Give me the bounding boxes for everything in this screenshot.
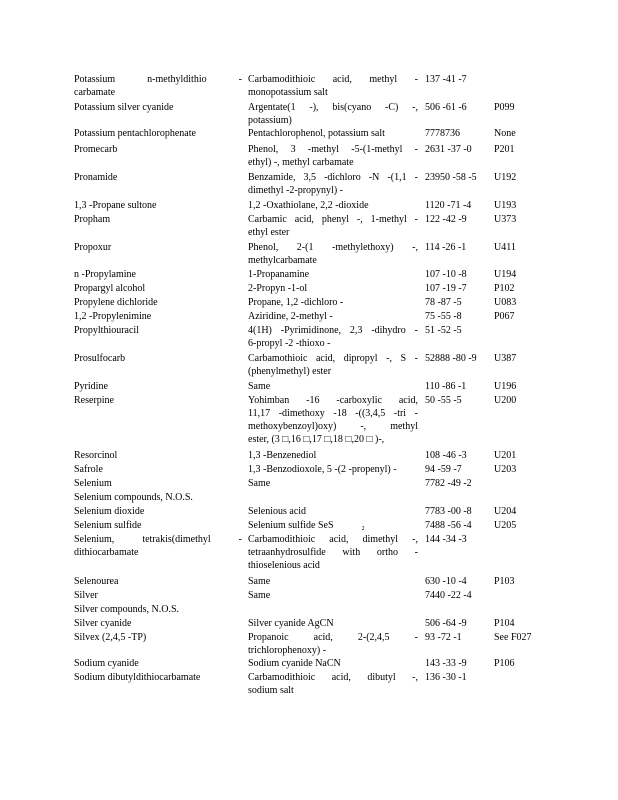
waste-number-line [494,589,554,602]
cas-number-line: 7783 -00 -8 [425,506,472,517]
cas-number-cell [425,241,491,254]
waste-number-cell [494,143,554,156]
waste-number-cell [494,127,554,140]
waste-number-line: U083 [494,297,517,308]
cas-number-cell [425,282,491,295]
chemical-abstracts-name-line: 1,3 -Benzodioxole, 5 -(2 -propenyl) - [248,464,397,475]
waste-number-cell [494,171,554,184]
waste-number-cell [494,241,554,254]
waste-number-line: P201 [494,144,515,155]
cas-number-cell [425,603,491,616]
chemical-abstracts-name-line: Carbamothioic acid, dipropyl -, S - [248,353,418,364]
cas-number-line: 114 -26 -1 [425,242,467,253]
cas-number-line [425,603,491,616]
common-name-cell [74,533,242,559]
cas-number-cell [425,519,491,532]
cas-number-cell [425,533,491,546]
cas-number-cell [425,73,491,86]
chemical-abstracts-name-line: thioselenious acid [248,560,320,571]
waste-number-line [494,491,554,504]
cas-number-line: 143 -33 -9 [425,658,467,669]
common-name-cell [74,477,242,490]
common-name-cell [74,589,242,602]
cas-number-line: 506 -64 -9 [425,618,467,629]
common-name-line: Selenium, tetrakis(dimethyl - [74,534,242,545]
common-name-cell [74,199,242,212]
waste-number-line: P103 [494,576,515,587]
common-name-cell [74,519,242,532]
waste-number-line: P102 [494,283,515,294]
chemical-abstracts-name-cell [248,310,418,323]
chemical-abstracts-name-cell [248,519,418,532]
chemical-abstracts-name-line: 4(1H) -Pyrimidinone, 2,3 -dihydro - [248,325,418,336]
chemical-abstracts-name-cell [248,617,418,630]
waste-number-line [494,477,554,490]
cas-number-line: 107 -10 -8 [425,269,467,280]
common-name-line: Selenium [74,478,112,489]
cas-number-line: 506 -61 -6 [425,102,467,113]
waste-number-cell [494,505,554,518]
cas-number-cell [425,631,491,644]
common-name-cell [74,505,242,518]
waste-number-cell [494,213,554,226]
cas-number-cell [425,213,491,226]
common-name-line: Silver cyanide [74,618,132,629]
chemical-abstracts-name-cell [248,449,418,462]
subscript: 2 [361,526,365,532]
common-name-cell [74,617,242,630]
chemical-abstracts-name-line: methylcarbamate [248,255,317,266]
chemical-abstracts-name-line: Propane, 1,2 -dichloro - [248,297,344,308]
cas-number-line: 51 -52 -5 [425,325,462,336]
waste-number-line: See F027 [494,632,532,643]
chemical-abstracts-name-cell [248,101,418,127]
waste-number-cell [494,657,554,670]
chemical-abstracts-name-cell [248,73,418,99]
common-name-line: Propargyl alcohol [74,283,146,294]
chemical-abstracts-name-line: Phenol, 2-(1 -methylethoxy) -, [248,242,418,253]
common-name-cell [74,491,242,504]
waste-number-cell [494,199,554,212]
common-name-line: Propylthiouracil [74,325,139,336]
common-name-line: Safrole [74,464,103,475]
chemical-abstracts-name-line: Argentate(1 -), bis(cyano -C) -, [248,102,418,113]
waste-number-cell [494,463,554,476]
chemical-abstracts-name-line: ethyl) -, methyl carbamate [248,157,354,168]
common-name-cell [74,268,242,281]
common-name-cell [74,603,242,616]
waste-number-line: None [494,128,516,139]
common-name-line: dithiocarbamate [74,547,139,558]
common-name-line: Pronamide [74,172,118,183]
cas-number-line: 7488 -56 -4 [425,520,472,531]
common-name-cell [74,127,242,140]
waste-number-line: U200 [494,395,517,406]
chemical-abstracts-name-cell [248,631,418,657]
common-name-line: Silver compounds, N.O.S. [74,604,179,615]
waste-number-cell [494,282,554,295]
chemical-abstracts-name-cell [248,477,418,490]
waste-number-cell [494,631,554,644]
cas-number-cell [425,324,491,337]
common-name-cell [74,73,242,99]
chemical-abstracts-name-line: 1,3 -Benzenediol [248,450,317,461]
waste-number-cell [494,324,554,337]
chemical-abstracts-name-cell [248,603,418,616]
cas-number-line: 108 -46 -3 [425,450,467,461]
waste-number-line [494,533,554,546]
chemical-abstracts-name-cell [248,324,418,350]
chemical-abstracts-name-line: Same [248,381,271,392]
waste-number-line: P104 [494,618,515,629]
cas-number-line: 2631 -37 -0 [425,144,472,155]
waste-number-cell [494,449,554,462]
cas-number-cell [425,352,491,365]
cas-number-line: 7440 -22 -4 [425,590,472,601]
chemical-abstracts-name-cell [248,505,418,518]
common-name-cell [74,575,242,588]
common-name-cell [74,631,242,644]
cas-number-cell [425,380,491,393]
cas-number-cell [425,477,491,490]
common-name-cell [74,671,242,684]
chemical-abstracts-name-line: ester, (3 □,16 □,17 □,18 □,20 □ )-, [248,434,385,445]
waste-number-line: U411 [494,242,516,253]
cas-number-cell [425,449,491,462]
cas-number-line: 7778736 [425,128,460,139]
waste-number-line [494,603,554,616]
cas-number-cell [425,575,491,588]
waste-number-cell [494,268,554,281]
chemical-abstracts-name-line: Pentachlorophenol, potassium salt [248,128,385,139]
waste-number-cell [494,589,554,602]
cas-number-cell [425,491,491,504]
chemical-abstracts-name-line: Carbamodithioic acid, dimethyl -, [248,534,418,545]
common-name-cell [74,449,242,462]
chemical-abstracts-name-cell [248,171,418,197]
chemical-abstracts-name-line [248,603,418,616]
common-name-line: Resorcinol [74,450,118,461]
waste-number-line: U192 [494,172,517,183]
common-name-line: Propham [74,214,111,225]
cas-number-line: 144 -34 -3 [425,534,467,545]
chemical-abstracts-name-cell [248,394,418,446]
chemical-abstracts-name-line: Selenium sulfide SeS $_2$ [248,520,365,532]
waste-number-line: P099 [494,102,515,113]
cas-number-line [425,491,491,504]
common-name-cell [74,282,242,295]
waste-number-cell [494,101,554,114]
common-name-line: Promecarb [74,144,118,155]
cas-number-cell [425,617,491,630]
waste-number-line: P067 [494,311,515,322]
waste-number-cell [494,519,554,532]
chemical-abstracts-name-line: monopotassium salt [248,87,328,98]
chemical-abstracts-name-line: Same [248,576,271,587]
common-name-cell [74,352,242,365]
chemical-abstracts-name-line: Carbamodithioic acid, dibutyl -, [248,672,418,683]
cas-number-line: 50 -55 -5 [425,395,462,406]
common-name-line: Reserpine [74,395,114,406]
chemical-abstracts-name-cell [248,533,418,572]
chemical-abstracts-name-line: Sodium cyanide NaCN [248,658,341,669]
common-name-line: Potassium pentachlorophenate [74,128,196,139]
common-name-line: Selenium compounds, N.O.S. [74,492,193,503]
cas-number-line: 110 -86 -1 [425,381,467,392]
common-name-line: Silvex (2,4,5 -TP) [74,632,147,643]
cas-number-cell [425,310,491,323]
waste-number-cell [494,671,554,684]
cas-number-line: 122 -42 -9 [425,214,467,225]
common-name-line: Propoxur [74,242,112,253]
chemical-abstracts-name-line: tetraanhydrosulfide with ortho - [248,547,418,558]
common-name-line: 1,2 -Propylenimine [74,311,152,322]
chemical-abstracts-name-line: 1,2 -Oxathiolane, 2,2 -dioxide [248,200,369,211]
common-name-line: Selenium dioxide [74,506,145,517]
cas-number-line: 93 -72 -1 [425,632,462,643]
chemical-abstracts-name-cell [248,463,418,476]
waste-number-line: U205 [494,520,517,531]
cas-number-line: 94 -59 -7 [425,464,462,475]
common-name-line: Selenourea [74,576,119,587]
common-name-cell [74,463,242,476]
cas-number-cell [425,268,491,281]
chemical-abstracts-name-line: Carbamic acid, phenyl -, 1-methyl - [248,214,418,225]
waste-number-cell [494,603,554,616]
waste-number-line [494,324,554,337]
waste-number-line: U193 [494,200,517,211]
chemical-abstracts-name-cell [248,589,418,602]
waste-number-line: U373 [494,214,517,225]
cas-number-cell [425,101,491,114]
waste-number-cell [494,491,554,504]
cas-number-cell [425,589,491,602]
chemical-abstracts-name-line: ethyl ester [248,227,290,238]
cas-number-cell [425,505,491,518]
waste-number-line: U203 [494,464,517,475]
chemical-abstracts-name-line: sodium salt [248,685,294,696]
cas-number-cell [425,296,491,309]
cas-number-line: 107 -19 -7 [425,283,467,294]
common-name-cell [74,101,242,114]
chemical-abstracts-name-cell [248,296,418,309]
chemical-abstracts-name-line: 11,17 -dimethoxy -18 -((3,4,5 -tri - [248,408,418,419]
chemical-abstracts-name-cell [248,671,418,697]
waste-number-cell [494,477,554,490]
chemical-abstracts-name-line: trichlorophenoxy) - [248,645,327,656]
chemical-abstracts-name-line: dimethyl -2-propynyl) - [248,185,343,196]
waste-number-cell [494,533,554,546]
chemical-abstracts-name-line: Same [248,590,271,601]
common-name-line: Silver [74,590,98,601]
chemical-abstracts-name-line: Silver cyanide AgCN [248,618,334,629]
chemical-abstracts-name-line: potassium) [248,115,292,126]
cas-number-cell [425,143,491,156]
chemical-abstracts-name-line [248,491,418,504]
waste-number-cell [494,394,554,407]
common-name-cell [74,324,242,337]
cas-number-line: 7782 -49 -2 [425,478,472,489]
waste-number-cell [494,352,554,365]
chemical-abstracts-name-cell [248,282,418,295]
cas-number-line: 23950 -58 -5 [425,172,477,183]
chemical-abstracts-name-cell [248,575,418,588]
waste-number-line: U204 [494,506,517,517]
chemical-abstracts-name-line: 6-propyl -2 -thioxo - [248,338,331,349]
waste-number-line: U194 [494,269,517,280]
cas-number-line: 52888 -80 -9 [425,353,477,364]
chemical-abstracts-name-line: Selenious acid [248,506,307,517]
waste-number-cell [494,380,554,393]
cas-number-cell [425,127,491,140]
common-name-cell [74,394,242,407]
cas-number-cell [425,171,491,184]
common-name-line: Potassium silver cyanide [74,102,174,113]
common-name-cell [74,296,242,309]
common-name-line: n -Propylamine [74,269,136,280]
chemical-abstracts-name-cell [248,380,418,393]
common-name-cell [74,213,242,226]
common-name-cell [74,171,242,184]
cas-number-cell [425,463,491,476]
chemical-abstracts-name-line: (phenylmethyl) ester [248,366,332,377]
waste-number-line: U201 [494,450,517,461]
common-name-cell [74,143,242,156]
waste-number-cell [494,296,554,309]
chemical-abstracts-name-cell [248,241,418,267]
chemical-abstracts-name-cell [248,213,418,239]
common-name-line: Potassium n-methyldithio - [74,74,242,85]
chemical-abstracts-name-cell [248,352,418,378]
chemical-abstracts-name-cell [248,268,418,281]
chemical-abstracts-name-line: Aziridine, 2-methyl - [248,311,333,322]
chemical-abstracts-name-cell [248,657,418,670]
cas-number-cell [425,657,491,670]
common-name-line: Pyridine [74,381,108,392]
chemical-abstracts-name-line: Propanoic acid, 2-(2,4,5 - [248,632,418,643]
chemical-abstracts-name-line: Benzamide, 3,5 -dichloro -N -(1,1 - [248,172,418,183]
chemical-abstracts-name-line: 1-Propanamine [248,269,310,280]
common-name-line: Selenium sulfide [74,520,142,531]
chemical-abstracts-name-line: Same [248,478,271,489]
chemical-abstracts-name-line: Phenol, 3 -methyl -5-(1-methyl - [248,144,418,155]
cas-number-cell [425,671,491,684]
waste-number-cell [494,310,554,323]
chemical-abstracts-name-line: methoxybenzoyl)oxy) -, methyl [248,421,418,432]
common-name-line: Prosulfocarb [74,353,126,364]
waste-number-line [494,671,554,684]
common-name-line: Sodium dibutyldithiocarbamate [74,672,201,683]
chemical-abstracts-name-line: Carbamodithioic acid, methyl - [248,74,418,85]
common-name-cell [74,310,242,323]
chemical-abstracts-name-line: Yohimban -16 -carboxylic acid, [248,395,418,406]
common-name-line: carbamate [74,87,116,98]
waste-number-line: U387 [494,353,517,364]
cas-number-line: 136 -30 -1 [425,672,467,683]
waste-number-cell [494,617,554,630]
waste-number-line: U196 [494,381,517,392]
cas-number-line: 137 -41 -7 [425,74,467,85]
chemical-abstracts-name-line: 2-Propyn -1-ol [248,283,308,294]
cas-number-cell [425,199,491,212]
cas-number-line: 630 -10 -4 [425,576,467,587]
chemical-abstracts-name-cell [248,491,418,504]
waste-number-line: P106 [494,658,515,669]
common-name-line: Sodium cyanide [74,658,139,669]
chemical-abstracts-name-cell [248,143,418,169]
common-name-cell [74,657,242,670]
waste-number-line [494,73,554,86]
chemical-abstracts-name-cell [248,127,418,140]
common-name-cell [74,380,242,393]
waste-number-cell [494,575,554,588]
common-name-cell [74,241,242,254]
cas-number-line: 75 -55 -8 [425,311,462,322]
cas-number-line: 1120 -71 -4 [425,200,472,211]
chemical-abstracts-name-cell [248,199,418,212]
waste-number-cell [494,73,554,86]
cas-number-cell [425,394,491,407]
common-name-line: Propylene dichloride [74,297,158,308]
common-name-line: 1,3 -Propane sultone [74,200,157,211]
cas-number-line: 78 -87 -5 [425,297,462,308]
